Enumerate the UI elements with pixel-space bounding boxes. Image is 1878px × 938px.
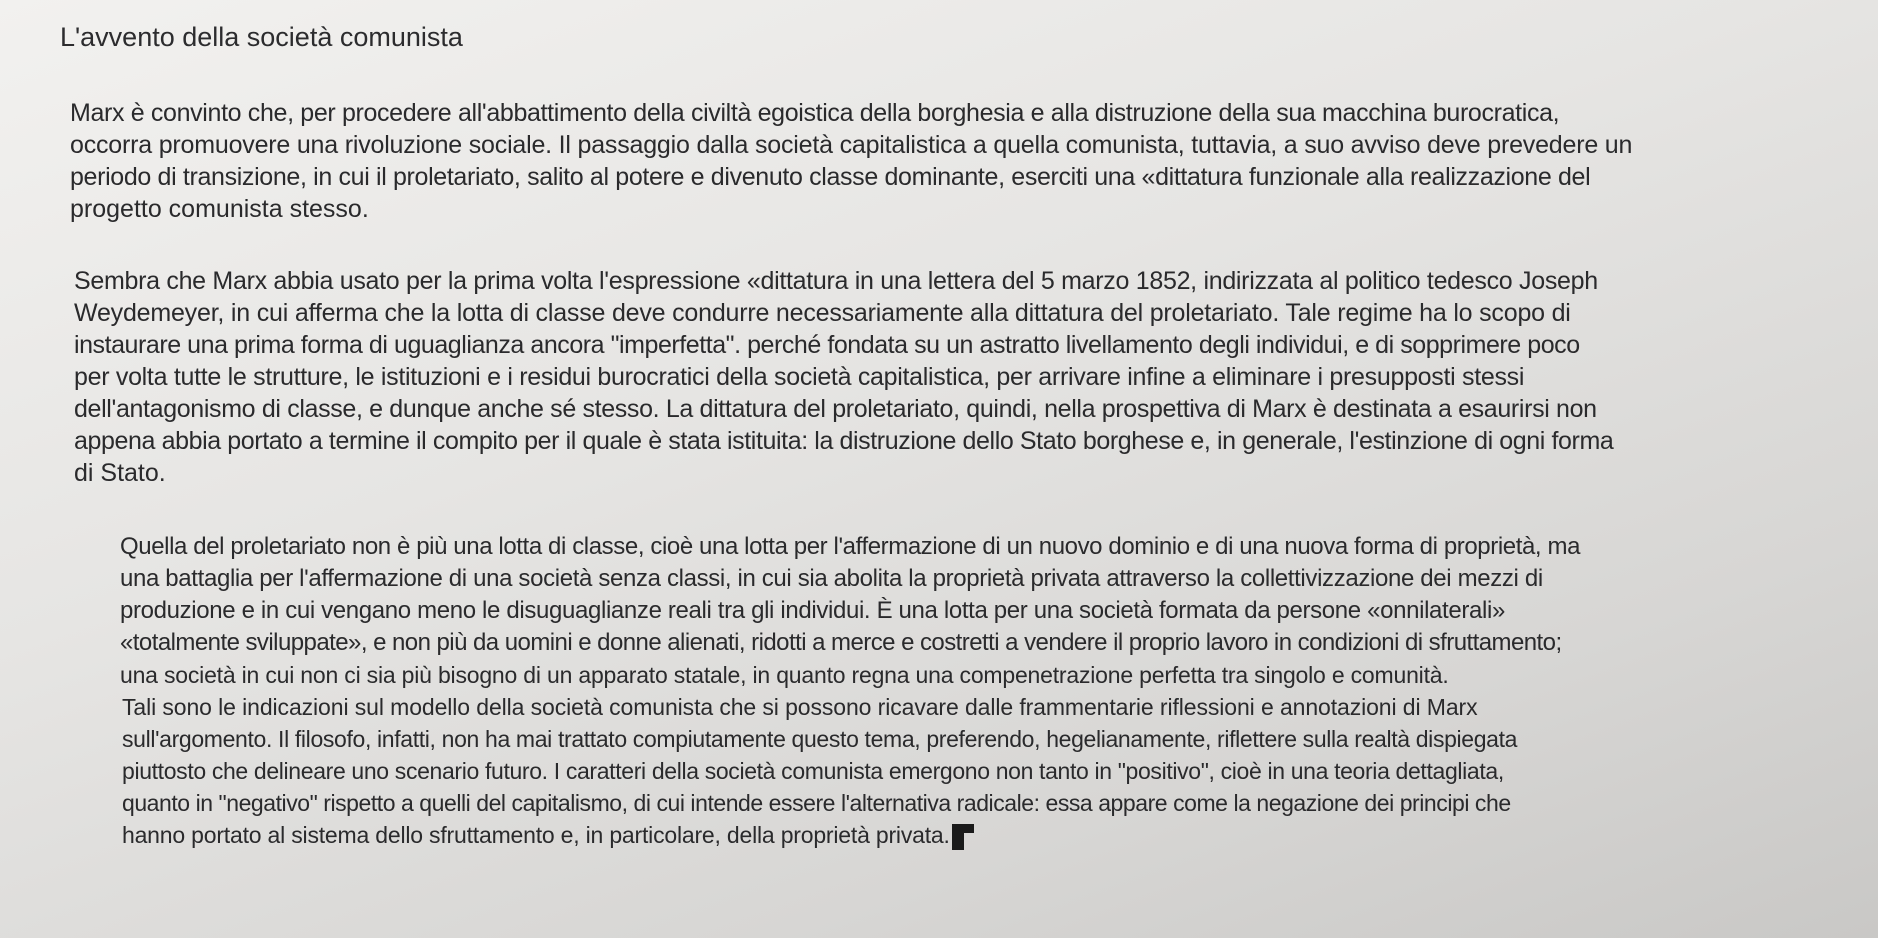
paragraph-2-line-5: dell'antagonismo di classe, e dunque anche sé stesso. La dittatura del proletariato, quindi, nella prospettiva di Marx è destinata a esaurirsi non (74, 395, 1597, 423)
paragraph-3-line-5: una società in cui non ci sia più bisogno di un apparato statale, in quanto regna una compenetrazione perfetta tra singolo e comunità. (120, 662, 1449, 688)
paragraph-2-line-4: per volta tutte le strutture, le istituzioni e i residui burocratici della società capitalistica, per arrivare infine a eliminare i presupposti stessi (74, 363, 1525, 391)
paragraph-3-line-3: produzione e in cui vengano meno le disuguaglianze reali tra gli individui. È una lotta per una società formata da persone «onnilaterali» (120, 597, 1505, 624)
paragraph-3-line-1: Quella del proletariato non è più una lotta di classe, cioè una lotta per l'affermazione di un nuovo dominio e di una nuova forma di proprietà, ma (120, 533, 1581, 560)
paragraph-1-line-1: Marx è convinto che, per procedere all'abbattimento della civiltà egoistica della borghesia e alla distruzione della sua macchina burocratica, (70, 99, 1560, 127)
paragraph-3-line-8: piuttosto che delineare uno scenario futuro. I caratteri della società comunista emergono non tanto in "positivo", cioè in una teoria dettagliata, (122, 758, 1504, 784)
paragraph-1-line-3: periodo di transizione, in cui il proletariato, salito al potere e divenuto classe dominante, eserciti una «dittatura funzionale alla realizzazione del (70, 163, 1591, 191)
paragraph-3-line-6: Tali sono le indicazioni sul modello della società comunista che si possono ricavare dalle frammentarie riflessioni e annotazioni di Marx (122, 694, 1478, 720)
paragraph-3-line-9: quanto in "negativo" rispetto a quelli del capitalismo, di cui intende essere l'alternativa radicale: essa appare come la negazione dei principi che (122, 790, 1511, 816)
paragraph-2-line-7: di Stato. (74, 459, 166, 487)
paragraph-2-line-6: appena abbia portato a termine il compito per il quale è stata istituita: la distruzione dello Stato borghese e, in generale, l'estinzione di ogni forma (74, 427, 1614, 455)
document-title: L'avvento della società comunista (60, 22, 463, 52)
text-cursor-icon (952, 824, 964, 850)
paragraph-2-line-2: Weydemeyer, in cui afferma che la lotta di classe deve condurre necessariamente alla dittatura del proletariato. Tale regime ha lo scopo di (74, 299, 1571, 327)
paragraph-1-line-2: occorra promuovere una rivoluzione sociale. Il passaggio dalla società capitalistica a quella comunista, tuttavia, a suo avviso deve prevedere un (70, 131, 1633, 159)
paragraph-2-line-3: instaurare una prima forma di uguaglianza ancora "imperfetta". perché fondata su un astratto livellamento degli individui, e di sopprimere poco (74, 331, 1580, 359)
paragraph-3-line-2: una battaglia per l'affermazione di una società senza classi, in cui sia abolita la proprietà privata attraverso la collettivizzazione dei mezzi di (120, 565, 1543, 592)
paragraph-3-line-10: hanno portato al sistema dello sfruttamento e, in particolare, della proprietà privata. (122, 822, 950, 848)
paragraph-3-line-10-container (122, 820, 964, 850)
paragraph-2-line-1: Sembra che Marx abbia usato per la prima volta l'espressione «dittatura in una lettera del 5 marzo 1852, indirizzata al politico tedesco Joseph (74, 267, 1598, 295)
paragraph-1-line-4: progetto comunista stesso. (70, 195, 369, 223)
paragraph-3-line-7: sull'argomento. Il filosofo, infatti, non ha mai trattato compiutamente questo tema, preferendo, hegelianamente, riflettere sulla realtà dispiegata (122, 726, 1518, 752)
paragraph-3-line-4: «totalmente sviluppate», e non più da uomini e donne alienati, ridotti a merce e costretti a vendere il proprio lavoro in condizioni di sfruttamento; (120, 629, 1562, 656)
